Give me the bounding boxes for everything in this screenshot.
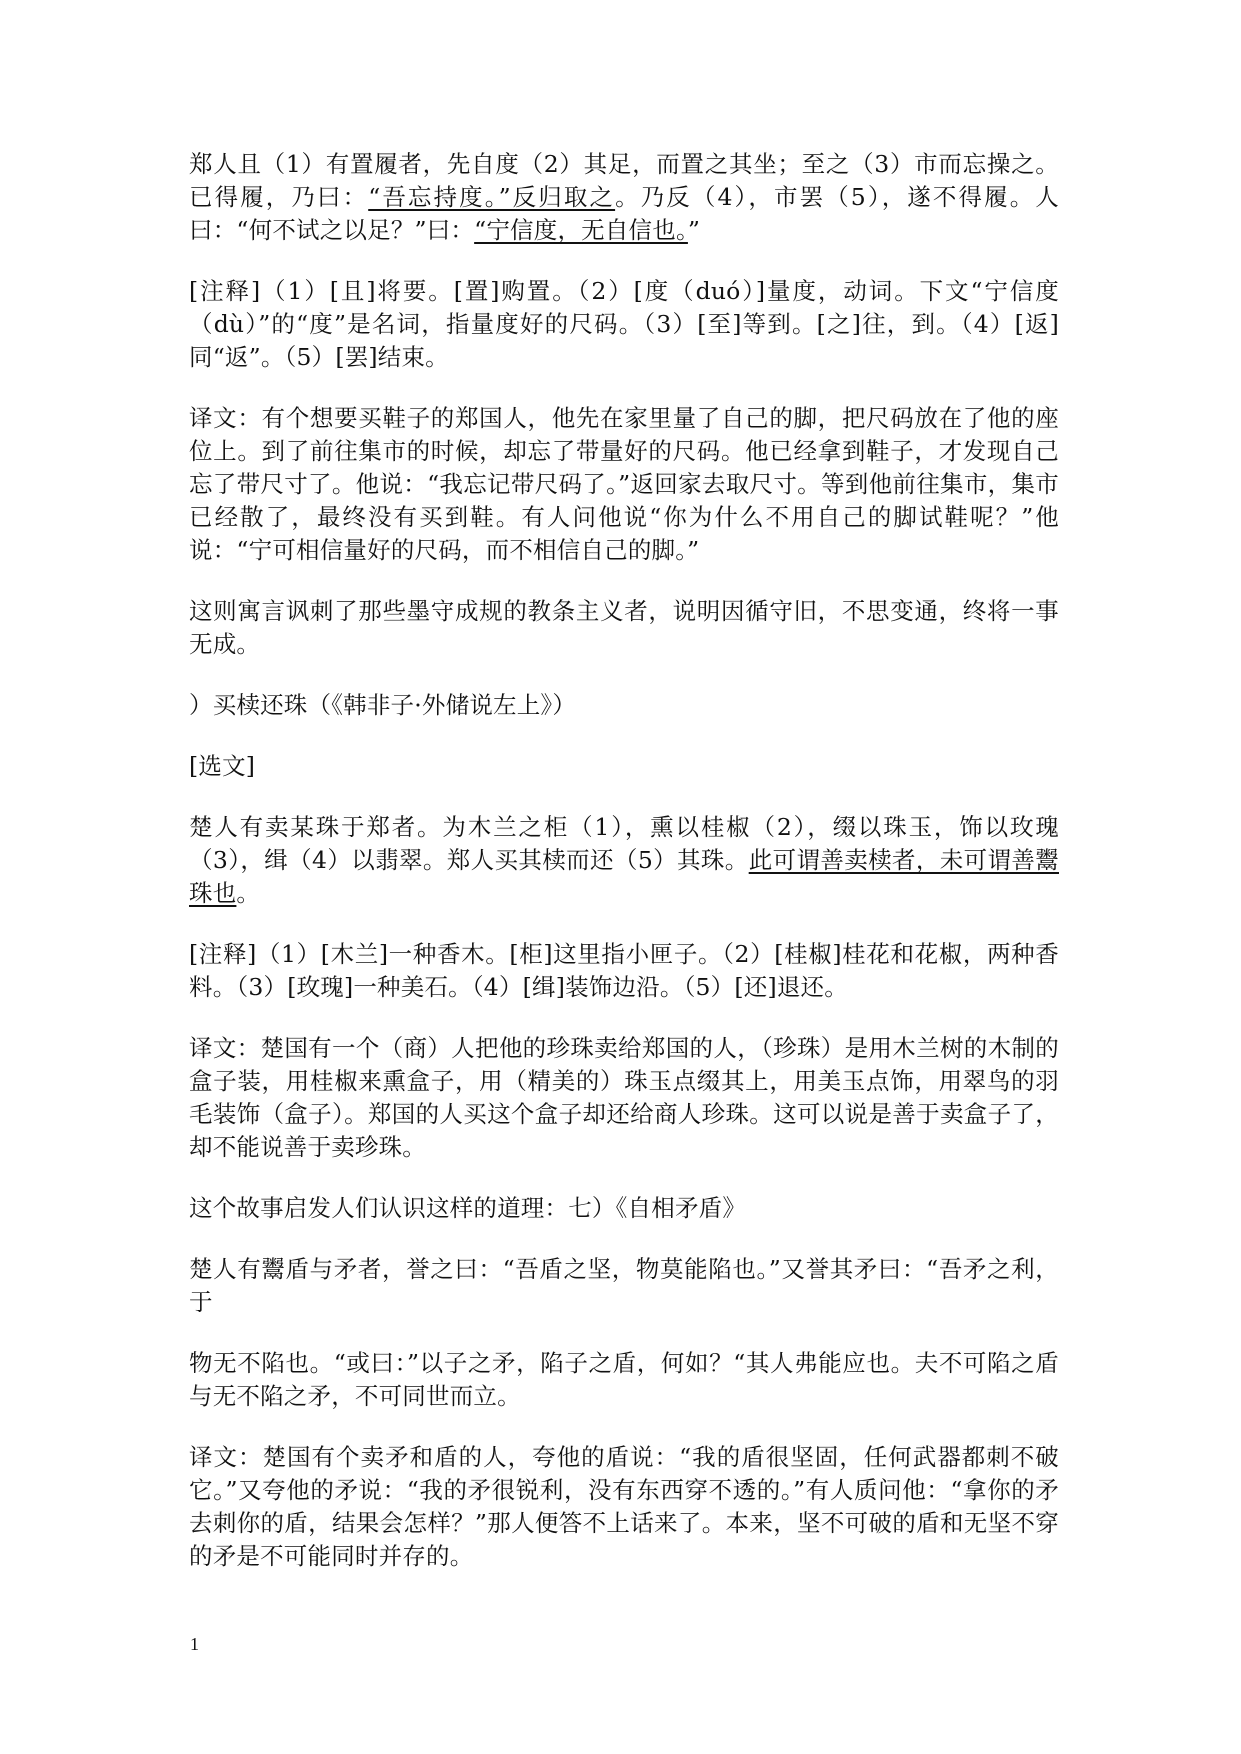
story1-moral: 这则寓言讽刺了那些墨守成规的教条主义者，说明因循守旧，不思变通，终将一事无成。 [189,597,1059,658]
story3-original-text-part2: 物无不陷也。“或曰：”以子之矛，陷子之盾，何如？“其人弗能应也。夫不可陷之盾与无不陷之矛，不可同世而立。 [189,1349,1059,1410]
story1-text-b: 。乃反（4），市罢（5），遂不得履。人曰：“何不试之以足？”曰： [189,183,1059,244]
story1-underlined-quote-1: “吾忘持度。”反归取之 [368,183,616,211]
story2-original-text [189,811,1059,910]
story2-text-a: 楚人有卖某珠于郑者。为木兰之柜（1），熏以桂椒（2），缀以珠玉，饰以玫瑰（3），缉（4）以翡翠。郑人买其椟而还（5）其珠。 [189,813,1059,874]
story2-heading: ）买椟还珠（《韩非子·外储说左上》） [189,691,577,719]
story1-translation: 译文：有个想要买鞋子的郑国人，他先在家里量了自己的脚，把尺码放在了他的座位上。到了前往集市的时候，却忘了带量好的尺码。他已经拿到鞋子，才发现自己忘了带尺寸了。他说：“我忘记带尺码了。”返回家去取尺寸。等到他前往集市，集市已经散了，最终没有买到鞋。有人问他说“你为什么不用自己的脚试鞋呢？”他说：“宁可相信量好的尺码，而不相信自己的脚。” [189,404,1059,564]
story3-original-text-part1: 楚人有鬻盾与矛者，誉之曰：“吾盾之坚，物莫能陷也。”又誉其矛曰：“吾矛之利，于 [189,1255,1059,1316]
story2-translation: 译文：楚国有一个（商）人把他的珍珠卖给郑国的人，（珍珠）是用木兰树的木制的盒子装，用桂椒来熏盒子，用（精美的）珠玉点缀其上，用美玉点饰，用翠鸟的羽毛装饰（盒子）。郑国的人买这个盒子却还给商人珍珠。这可以说是善于卖盒子了，却不能说善于卖珍珠。 [189,1034,1059,1161]
story1-text-a: 郑人且（1）有置履者，先自度（2）其足，而置之其坐；至之（3）市而忘操之。已得履，乃曰： [189,150,1059,211]
story1-underlined-quote-2: “宁信度，无自信也。 [474,216,688,244]
story3-translation: 译文：楚国有个卖矛和盾的人，夸他的盾说：“我的盾很坚固，任何武器都刺不破它。”又夸他的矛说：“我的矛很锐利，没有东西穿不透的。”有人质问他：“拿你的矛去刺你的盾，结果会怎样？”那人便答不上话来了。本来，坚不可破的盾和无坚不穿的矛是不可能同时并存的。 [189,1443,1059,1570]
story2-text-b: 。 [236,879,261,907]
story2-notes: [注释]（1）[木兰]一种香木。[柜]这里指小匣子。（2）[桂椒]桂花和花椒，两种香料。（3）[玫瑰]一种美石。（4）[缉]装饰边沿。（5）[还]退还。 [189,940,1059,1001]
story2-selection-label: [选文] [189,752,256,780]
story1-original-text [189,148,1059,247]
story1-text-c: ” [687,216,701,244]
document-page [189,148,1059,1601]
story2-moral-and-story3-title: 这个故事启发人们认识这样的道理：七）《自相矛盾》 [189,1194,747,1222]
story1-notes: [注释]（1）[且]将要。[置]购置。（2）[度（duó）]量度，动词。下文“宁信度（dù）”的“度”是名词，指量度好的尺码。（3）[至]等到。[之]往，到。（4）[返]同“返”。（5）[罢]结束。 [189,277,1059,371]
page-number: 1 [190,1634,199,1654]
story2-underlined-sentence: 此可谓善卖椟者，未可谓善鬻珠也 [189,846,1059,907]
